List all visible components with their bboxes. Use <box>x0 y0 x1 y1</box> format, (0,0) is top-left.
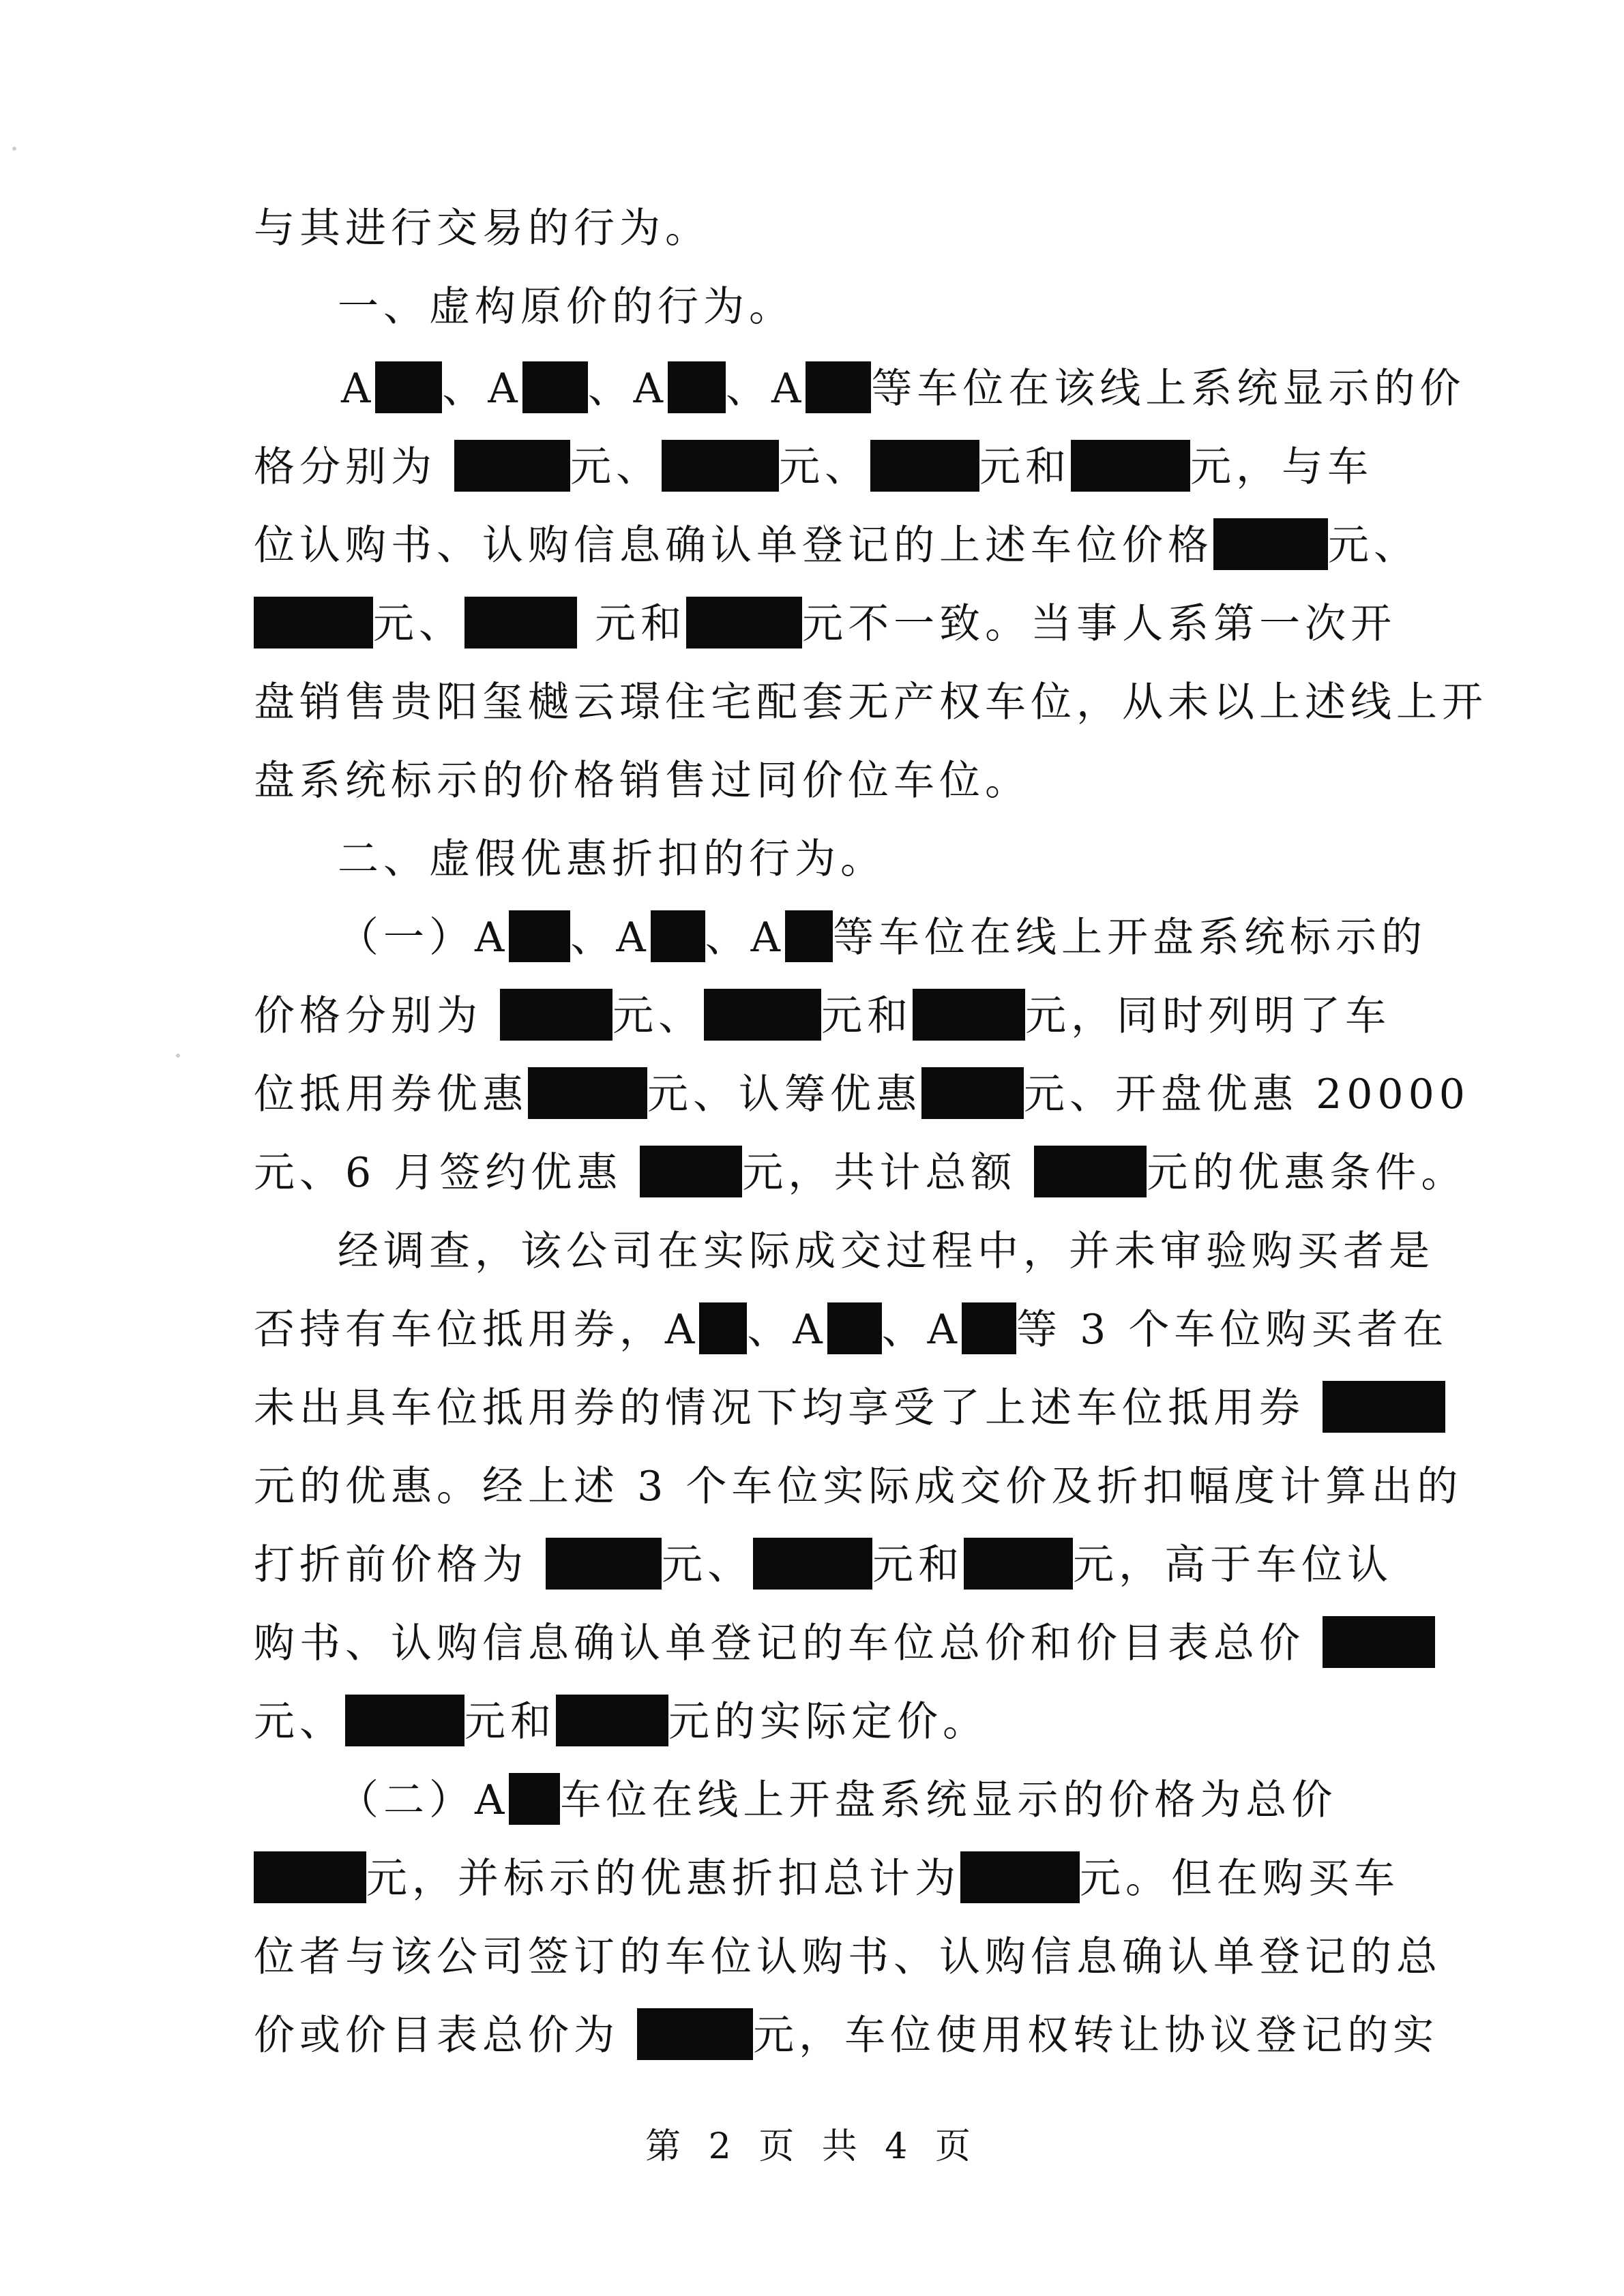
redaction-block <box>509 1773 560 1825</box>
text-line: 元、 元和 元不一致。当事人系第一次开 <box>254 593 1396 655</box>
redaction-block <box>686 597 802 648</box>
redaction-block <box>640 1146 742 1197</box>
redaction-block <box>913 989 1025 1041</box>
redaction-block <box>964 1538 1073 1590</box>
text-line: （一）A 、A 、A 等车位在线上开盘系统标示的 <box>338 907 1427 968</box>
redaction-block <box>509 910 570 962</box>
redaction-block <box>806 361 871 413</box>
redaction-block <box>1323 1381 1445 1433</box>
redaction-block <box>1323 1616 1435 1668</box>
text-line: 盘销售贵阳玺樾云璟住宅配套无产权车位，从未以上述线上开 <box>254 679 1488 726</box>
redaction-block <box>827 1302 882 1354</box>
text-line: 盘系统标示的价格销售过同价位车位。 <box>254 757 1031 805</box>
redaction-block <box>254 1851 366 1903</box>
text-line: 元、6 月签约优惠 元，共计总额 元的优惠条件。 <box>254 1142 1466 1204</box>
redaction-block <box>528 1067 647 1119</box>
redaction-block <box>662 440 779 492</box>
redaction-block <box>921 1067 1024 1119</box>
text-line: 元、 元和 元的实际定价。 <box>254 1691 988 1753</box>
redaction-block <box>651 910 705 962</box>
text-line: 价或价目表总价为 元，车位使用权转让协议登记的实 <box>254 2005 1438 2066</box>
redaction-block <box>870 440 979 492</box>
section-heading: 一、虚构原价的行为。 <box>338 283 795 331</box>
redaction-block <box>785 910 833 962</box>
text-line: （二）A 车位在线上开盘系统显示的价格为总价 <box>338 1770 1337 1831</box>
text-line: 元的优惠。经上述 3 个车位实际成交价及折扣幅度计算出的 <box>254 1463 1463 1510</box>
redaction-block <box>753 1538 872 1590</box>
redaction-block <box>345 1695 464 1746</box>
redaction-block <box>1071 440 1190 492</box>
redaction-block <box>668 361 726 413</box>
scan-mark <box>12 147 16 151</box>
text-line: 元，并标示的优惠折扣总计为 元。但在购买车 <box>254 1848 1400 1909</box>
text-line: 未出具车位抵用券的情况下均享受了上述车位抵用券 <box>254 1377 1445 1439</box>
redaction-block <box>546 1538 662 1590</box>
text-line: 与其进行交易的行为。 <box>254 205 711 252</box>
redaction-block <box>500 989 612 1041</box>
text-line: 购书、认购信息确认单登记的车位总价和价目表总价 <box>254 1613 1435 1674</box>
redaction-block <box>522 361 588 413</box>
text-line: 否持有车位抵用券，A 、A 、A 等 3 个车位购买者在 <box>254 1299 1448 1360</box>
section-heading: 二、虚假优惠折扣的行为。 <box>338 835 886 883</box>
text-line: 格分别为 元、 元、 元和 元，与车 <box>254 436 1373 498</box>
redaction-block <box>464 597 577 648</box>
redaction-block <box>960 1851 1080 1903</box>
text-line: 价格分别为 元、 元和 元，同时列明了车 <box>254 985 1391 1047</box>
redaction-block <box>1213 518 1328 570</box>
redaction-block <box>254 597 373 648</box>
redaction-block <box>454 440 570 492</box>
page-footer: 第 2 页 共 4 页 <box>645 2126 979 2167</box>
text-line: 经调查，该公司在实际成交过程中，并未审验购买者是 <box>338 1227 1434 1275</box>
scan-mark <box>176 1054 180 1058</box>
redaction-block <box>375 361 442 413</box>
redaction-block <box>1034 1146 1147 1197</box>
redaction-block <box>699 1302 747 1354</box>
redaction-block <box>704 989 821 1041</box>
redaction-block <box>556 1695 668 1746</box>
redaction-block <box>962 1302 1016 1354</box>
text-line: 位抵用券优惠 元、认筹优惠 元、开盘优惠 20000 <box>254 1064 1470 1125</box>
text-line: 位认购书、认购信息确认单登记的上述车位价格 元、 <box>254 515 1419 576</box>
text-line: 打折前价格为 元、 元和 元，高于车位认 <box>254 1534 1393 1596</box>
redaction-block <box>637 2008 753 2060</box>
text-line: 位者与该公司签订的车位认购书、认购信息确认单登记的总 <box>254 1933 1442 1981</box>
text-line: A 、A 、A 、A 等车位在该线上系统显示的价 <box>341 358 1465 419</box>
